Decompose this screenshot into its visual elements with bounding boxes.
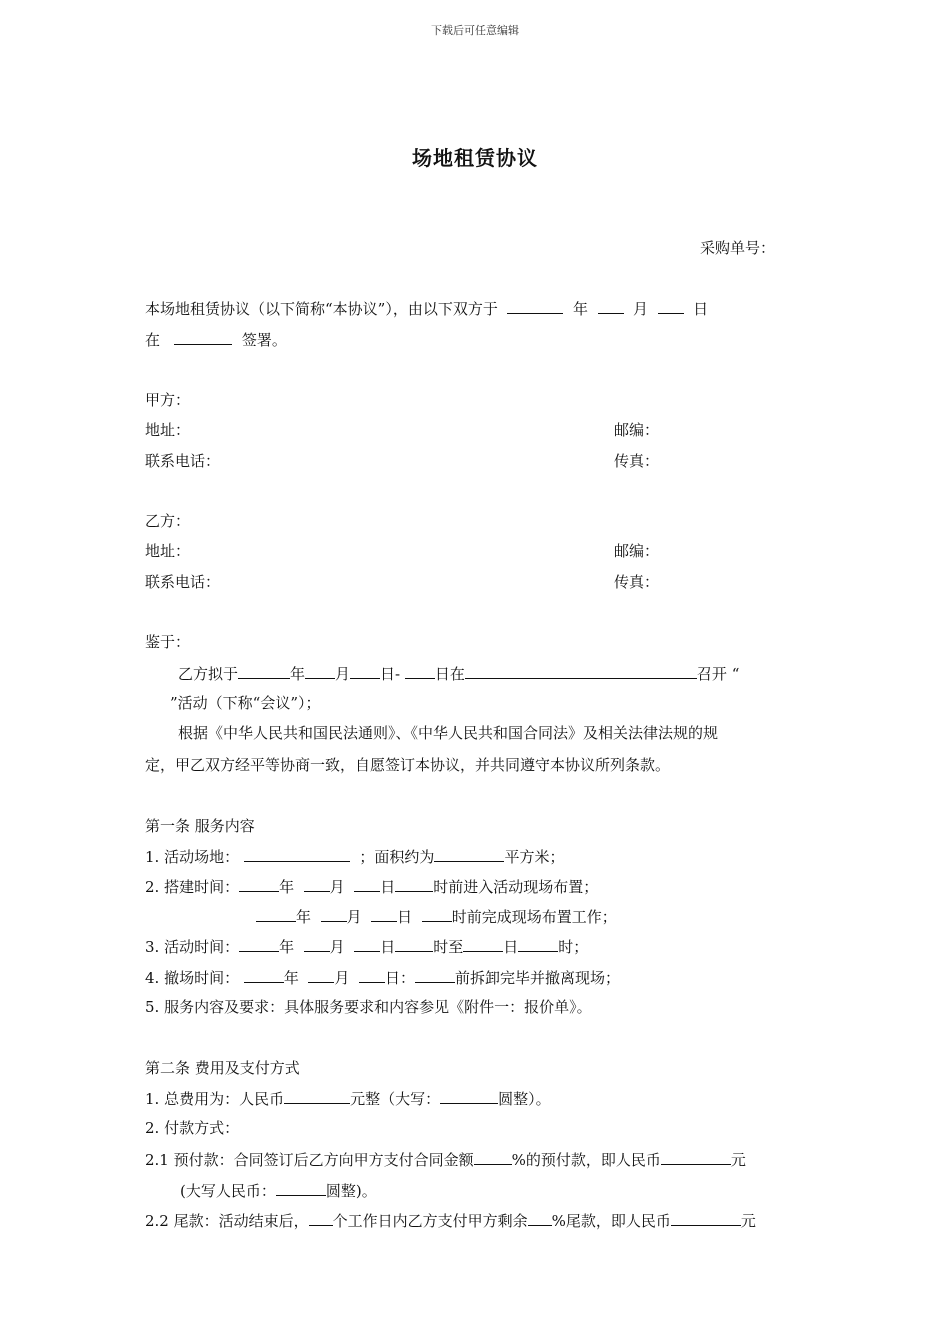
whereas-label: 鉴于： xyxy=(145,633,191,651)
article-1-item-2: 2. 搭建时间： 年 月 日 时前进入活动现场布置； xyxy=(145,878,599,896)
article-2-clause-2-1-cont: (大写人民币： 圆整)。 xyxy=(180,1182,377,1200)
article-1-item-4: 4. 撤场时间： 年 月 日： 前拆卸完毕并撤离现场； xyxy=(145,969,621,987)
party-b-fax: 传真： xyxy=(614,573,660,591)
party-a-postcode: 邮编： xyxy=(614,421,660,439)
party-b-phone: 联系电话： xyxy=(145,573,221,591)
party-b-label: 乙方： xyxy=(145,512,191,530)
party-a-phone: 联系电话： xyxy=(145,452,221,470)
whereas-line-2: ”活动（下称“会议”）； xyxy=(170,694,321,712)
party-b-address: 地址： xyxy=(145,542,191,560)
article-2-item-2: 2. 付款方式： xyxy=(145,1119,240,1137)
whereas-line-4: 定，甲乙双方经平等协商一致，自愿签订本协议，并共同遵守本协议所列条款。 xyxy=(145,756,671,774)
article-2-item-1: 1. 总费用为：人民币 元整（大写： 圆整）。 xyxy=(145,1090,551,1108)
article-1-title: 第一条 服务内容 xyxy=(145,817,255,835)
article-1-item-2-cont: 年 月 日 时前完成现场布置工作； xyxy=(256,906,617,927)
party-a-address: 地址： xyxy=(145,421,191,439)
article-2-clause-2-2: 2.2 尾款：活动结束后， 个工作日内乙方支付甲方剩余 %尾款，即人民币 元 xyxy=(145,1212,756,1230)
document-title: 场地租赁协议 xyxy=(412,146,538,170)
whereas-line-1: 乙方拟于 年 月 日- 日在 召开 “ xyxy=(178,665,740,683)
party-b-postcode: 邮编： xyxy=(614,542,660,560)
party-a-fax: 传真： xyxy=(614,452,660,470)
article-2-title: 第二条 费用及支付方式 xyxy=(145,1059,300,1077)
party-a-label: 甲方： xyxy=(145,391,191,409)
article-1-item-3: 3. 活动时间： 年 月 日 时至 日 时； xyxy=(145,938,589,956)
page-header: 下载后可任意编辑 xyxy=(431,24,519,37)
article-1-item-5: 5. 服务内容及要求：具体服务要求和内容参见《附件一：报价单》。 xyxy=(145,998,592,1016)
whereas-line-3: 根据《中华人民共和国民法通则》、《中华人民共和国合同法》及相关法律法规的规 xyxy=(178,724,719,742)
order-number-label: 采购单号： xyxy=(700,239,776,257)
intro-line-2: 在 签署。 xyxy=(145,331,287,349)
article-1-item-1: 1. 活动场地： ；面积约为 平方米； xyxy=(145,848,565,866)
intro-line-1: 本场地租赁协议（以下简称“本协议”），由以下双方于 年 月 日 xyxy=(145,300,709,318)
article-2-clause-2-1: 2.1 预付款：合同签订后乙方向甲方支付合同金额 %的预付款，即人民币 元 xyxy=(145,1151,746,1169)
